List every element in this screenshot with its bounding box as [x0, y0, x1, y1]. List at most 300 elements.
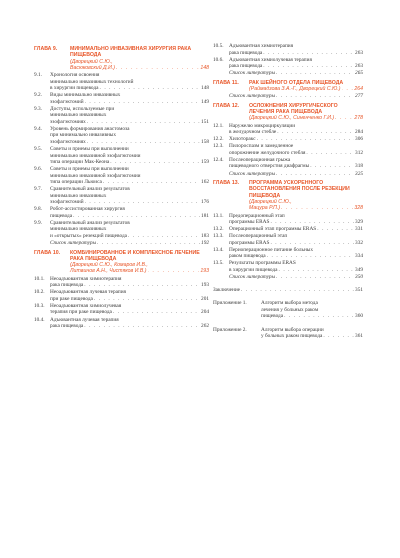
references-entry — [213, 274, 363, 281]
toc-line: Уровень формирования анастомоза — [50, 125, 130, 132]
dot-leader — [241, 287, 354, 294]
section-entry — [34, 317, 209, 330]
dot-leader — [94, 296, 200, 303]
toc-line: лечения у больных раком — [261, 306, 319, 313]
chapter-number: ГЛАВА 12. — [213, 102, 240, 109]
page-number: 278 — [354, 115, 363, 122]
toc-line: Адъювантная химиолучевая терапия — [229, 56, 312, 63]
toc-text: Операционный этап программы ERAS — [229, 226, 317, 233]
section-number — [213, 274, 229, 281]
section-entry — [34, 72, 209, 92]
section-entry — [34, 303, 209, 316]
section-number — [213, 93, 229, 100]
section-number: 9.3. — [34, 105, 42, 112]
chapter-body — [70, 46, 209, 71]
toc-line — [50, 139, 209, 146]
section-body — [50, 72, 209, 92]
toc-line — [229, 240, 363, 247]
chapter-body — [70, 250, 209, 275]
toc-line — [50, 233, 209, 240]
toc-line: Адъювантная лучевая терапия — [50, 316, 119, 323]
section-entry — [34, 106, 209, 126]
dot-leader — [128, 233, 200, 240]
page-number: 361 — [355, 333, 363, 340]
page-number: 181 — [201, 212, 209, 219]
section-number: 9.4. — [34, 125, 42, 132]
dot-leader — [306, 150, 354, 157]
section-body — [229, 57, 363, 70]
toc-text: эзофагэктомиях — [50, 118, 86, 125]
section-number: 9.7. — [34, 186, 42, 193]
section-entry — [213, 226, 363, 233]
chapter-number: ГЛАВА 9. — [34, 46, 58, 52]
toc-line — [261, 333, 363, 340]
section-entry — [34, 92, 209, 105]
section-body — [229, 157, 363, 170]
dot-leader — [276, 171, 354, 178]
toc-line: Результаты программы ERAS — [229, 260, 296, 267]
section-body — [50, 206, 209, 219]
chapter-authors — [249, 205, 363, 211]
section-entry — [34, 186, 209, 206]
page-number: 328 — [354, 205, 363, 212]
toc-line — [50, 199, 209, 206]
section-number: 10.2. — [34, 289, 45, 296]
toc-line — [50, 309, 209, 316]
toc-line: Неоадъювантная химиолучевая — [50, 302, 122, 309]
toc-line — [50, 119, 209, 126]
toc-line: минимально инвазивных технологий — [50, 78, 134, 85]
toc-line: Предоперационный этап — [229, 212, 285, 219]
dot-leader — [270, 219, 354, 226]
toc-line: Послеоперационный этап — [229, 233, 288, 240]
chapter-heading — [213, 103, 363, 122]
section-number: 9.5. — [34, 146, 42, 153]
chapter-authors — [70, 268, 209, 274]
toc-text: и «открытых» резекций пищевода — [50, 232, 127, 239]
references-entry — [34, 240, 209, 247]
dot-leader — [310, 163, 354, 170]
section-number: 10.4. — [34, 316, 45, 323]
page-number: 284 — [355, 129, 363, 136]
toc-line: Советы и приемы при выполнении — [50, 146, 129, 153]
section-entry — [213, 233, 363, 246]
toc-text: раком пищевода — [229, 253, 266, 260]
toc-line: Сравнительный анализ результатов — [50, 186, 130, 193]
page-number: 306 — [355, 136, 363, 143]
toc-text: Список литературы — [229, 170, 276, 177]
section-number: 9.6. — [34, 166, 42, 173]
section-entry — [34, 276, 209, 289]
section-body — [229, 226, 363, 233]
chapter-title: КОМБИНИРОВАННОЕ И КОМПЛЕКСНОЕ ЛЕЧЕНИЕ РАКА ПИЩЕВОДА — [70, 249, 200, 262]
toc-text: типа операции Мак-Кеона — [50, 159, 110, 166]
dot-leader — [84, 282, 200, 289]
toc-line: Алгоритм выбора операции — [261, 326, 324, 333]
dot-leader — [281, 205, 353, 211]
toc-line: Пилороспазм и замедленное — [229, 143, 294, 150]
dot-leader — [85, 99, 201, 106]
toc-line: Алгоритм выбора метода — [261, 300, 318, 307]
section-body — [229, 171, 363, 178]
dot-leader — [276, 70, 354, 77]
chapter-number: ГЛАВА 10. — [34, 249, 61, 256]
dot-leader — [284, 313, 354, 320]
toc-line — [229, 63, 363, 70]
section-number: 9.9. — [34, 219, 42, 226]
toc-line — [50, 296, 209, 303]
section-number: 12.3. — [213, 143, 224, 150]
page-number: 193 — [200, 268, 209, 275]
toc-line — [50, 99, 209, 106]
page-number: 204 — [201, 309, 209, 316]
dot-leader — [148, 268, 200, 274]
section-number: 13.1. — [213, 212, 224, 219]
section-body — [50, 289, 209, 302]
page-number: 265 — [355, 70, 363, 77]
section-body — [50, 146, 209, 166]
page-number: 148 — [201, 85, 209, 92]
chapter-authors: (Дворецкий С.Ю., — [70, 58, 113, 65]
toc-line: Наружелю микроциркуляции — [229, 122, 296, 129]
toc-line — [50, 282, 209, 289]
appendix-entry — [213, 300, 363, 320]
references-entry — [213, 171, 363, 178]
dot-leader — [73, 213, 200, 220]
dot-leader — [270, 240, 354, 247]
section-number: 9.1. — [34, 72, 42, 79]
section-body — [50, 186, 209, 206]
section-entry — [213, 43, 363, 56]
toc-line — [229, 226, 363, 233]
toc-line — [229, 150, 363, 157]
toc-text: Список литературы — [229, 93, 276, 100]
dot-leader — [113, 309, 200, 316]
toc-line: Послеоперационная грыжа — [229, 156, 291, 163]
chapter-heading — [213, 80, 363, 93]
section-entry — [213, 136, 363, 143]
section-body — [229, 213, 363, 226]
section-number: 10.5. — [213, 43, 224, 49]
section-body — [229, 43, 363, 56]
toc-text: типа операции Льюиса — [50, 179, 102, 186]
section-entry — [213, 260, 363, 273]
section-body — [229, 143, 363, 156]
page-number: 158 — [201, 138, 209, 145]
dot-leader — [263, 50, 354, 57]
section-body — [229, 233, 363, 246]
section-entry — [213, 247, 363, 260]
toc-line — [50, 179, 209, 186]
section-number: 12.2. — [213, 136, 224, 143]
toc-text: в желудочном стебле — [229, 129, 277, 136]
section-number — [213, 70, 229, 77]
toc-text: Список литературы — [50, 240, 97, 247]
section-number: 10.6. — [213, 56, 224, 63]
chapter-heading — [34, 46, 209, 71]
page-number: 277 — [355, 93, 363, 100]
chapter-title: МИНИМАЛЬНО ИНВАЗИВНАЯ ХИРУРГИЯ РАКА ПИЩЕВОДА — [70, 46, 192, 59]
chapter-body — [249, 103, 363, 122]
section-body — [50, 126, 209, 146]
toc-text: Литвинов А.Н., Чистяков И.В.) — [70, 268, 147, 275]
section-entry — [34, 220, 209, 240]
page-number: 331 — [355, 226, 363, 233]
section-entry — [213, 123, 363, 136]
dot-leader — [97, 240, 200, 247]
toc-text: Список литературы — [229, 70, 276, 77]
page-number: 350 — [355, 274, 363, 280]
section-entry — [34, 206, 209, 219]
toc-column-right — [213, 43, 363, 341]
section-body — [50, 303, 209, 316]
section-number: 10.1. — [34, 275, 45, 282]
section-number: 13.4. — [213, 246, 224, 253]
chapter-authors: (Дворецкий С.Ю., Комаров И.В., — [70, 262, 148, 269]
toc-text: рака пищевода — [50, 282, 84, 289]
chapter-body — [249, 180, 363, 211]
dot-leader — [85, 199, 201, 206]
section-number: 13.3. — [213, 233, 224, 240]
page-number: 176 — [201, 199, 209, 206]
section-body — [50, 166, 209, 186]
dot-leader — [99, 85, 200, 92]
toc-text: эзофагэктомиях — [50, 138, 86, 145]
dot-leader — [110, 159, 200, 166]
toc-text: у больных раком пищевода — [261, 333, 323, 340]
toc-text: в хирургии пищевода — [229, 266, 278, 273]
toc-line: Неоадъювантная лучевая терапия — [50, 289, 126, 296]
dot-leader — [335, 115, 353, 121]
chapter-authors — [249, 86, 363, 92]
page-number: 318 — [355, 163, 363, 170]
section-body — [229, 70, 363, 77]
dot-leader — [116, 65, 199, 71]
toc-line: Робот-ассистированная хирургия — [50, 206, 125, 213]
toc-line — [229, 136, 363, 143]
dot-leader — [267, 253, 354, 260]
conclusion-entry — [213, 287, 363, 294]
appendix-entry — [213, 327, 363, 340]
toc-line — [229, 219, 363, 226]
section-body — [229, 123, 363, 136]
toc-line: Виды минимально инвазивных — [50, 92, 121, 99]
toc-line: при минимально инвазивных — [50, 132, 116, 139]
section-entry — [34, 166, 209, 186]
section-entry — [213, 57, 363, 70]
toc-line — [229, 171, 363, 178]
toc-line — [229, 253, 363, 260]
appendix-label: Приложение 1. — [213, 300, 247, 307]
toc-text: эзофагэктомий — [50, 98, 84, 105]
toc-line: Сравнительный анализ результатов — [50, 219, 130, 226]
toc-text: программы ERAS — [229, 219, 270, 226]
section-number — [213, 171, 229, 178]
toc-text: пищевода — [50, 212, 73, 219]
chapter-body — [249, 80, 363, 93]
dot-leader — [278, 267, 354, 274]
section-number: 13.5. — [213, 260, 224, 267]
section-body — [50, 276, 209, 289]
references-entry — [213, 93, 363, 100]
page-number: 263 — [355, 49, 363, 56]
toc-line — [213, 287, 363, 294]
page-number: 159 — [201, 159, 209, 166]
toc-line: Периоперационное питание больных — [229, 246, 313, 253]
section-body — [50, 240, 209, 247]
dot-leader — [323, 333, 354, 340]
toc-text: (Дворецкий С.Ю., Синенченко Г.И.) — [249, 115, 335, 122]
section-entry — [34, 289, 209, 302]
toc-text: пищевода — [261, 313, 284, 320]
toc-text: Васюковский Д.И.) — [70, 64, 115, 71]
appendix-body — [261, 300, 363, 320]
toc-line — [50, 323, 209, 330]
toc-line — [229, 267, 363, 274]
chapter-number: ГЛАВА 11. — [213, 79, 239, 86]
dot-leader — [277, 129, 354, 136]
toc-line: Доступы, используемые при — [50, 105, 115, 112]
chapter-number: ГЛАВА 13. — [213, 180, 240, 187]
toc-line: минимально инвазивных — [50, 112, 107, 119]
dot-leader — [257, 136, 354, 143]
toc-line — [261, 313, 363, 320]
dot-leader — [276, 93, 354, 100]
toc-text: программы ERAS — [229, 239, 270, 246]
toc-line — [50, 213, 209, 220]
page-number: 264 — [354, 85, 363, 92]
toc-text: эзофагэктомий — [50, 199, 84, 206]
toc-text: рака пищевода — [229, 63, 263, 70]
section-body — [229, 136, 363, 143]
page-number: 351 — [355, 287, 363, 294]
section-number: 10.3. — [34, 302, 45, 309]
toc-line: минимально инвазивных — [50, 226, 107, 233]
toc-line — [229, 50, 363, 57]
dot-leader — [103, 179, 200, 186]
toc-line — [229, 129, 363, 136]
toc-text: терапия при раке пищевода — [50, 309, 112, 316]
section-entry — [213, 213, 363, 226]
chapter-title: РАК ШЕЙНОГО ОТДЕЛА ПИЩЕВОДА — [249, 79, 344, 86]
toc-line: минимально инвазивных — [50, 192, 107, 199]
toc-text: Хилоторакс — [229, 136, 256, 143]
appendix-body — [261, 327, 363, 340]
section-number: 9.8. — [34, 206, 42, 213]
page-number: 332 — [355, 239, 363, 246]
toc-line: минимально инвазивной эзофагэктомии — [50, 152, 141, 159]
section-body — [213, 287, 363, 294]
toc-line — [229, 163, 363, 170]
toc-line: Неоадъювантная химиотерапия — [50, 275, 122, 282]
toc-line — [50, 159, 209, 166]
page-number: 262 — [201, 323, 209, 329]
section-entry — [34, 146, 209, 166]
section-number: 12.4. — [213, 156, 224, 163]
section-number: 12.1. — [213, 122, 224, 129]
toc-text: рака пищевода — [229, 49, 263, 56]
page-number: 263 — [355, 63, 363, 70]
page-number: 148 — [200, 64, 209, 71]
dot-leader — [87, 139, 200, 146]
page-number: 349 — [355, 266, 363, 273]
appendix-label: Приложение 2. — [213, 326, 247, 333]
toc-line: минимально инвазивной эзофагэктомии — [50, 172, 141, 179]
toc-text: опорожнение желудочного стебля — [229, 149, 306, 156]
page-number: 193 — [201, 282, 209, 289]
references-entry — [213, 70, 363, 77]
chapter-authors: (Дворецкий С.Ю., — [249, 198, 292, 205]
toc-line — [50, 85, 209, 92]
dot-leader — [263, 63, 354, 70]
chapter-authors — [70, 65, 209, 71]
toc-line — [229, 274, 363, 281]
chapter-title: ПРОГРАММА УСКОРЕННОГО ВОССТАНОВЛЕНИЯ ПОСЛЕ РЕЗЕКЦИИ ПИЩЕВОДА — [249, 180, 350, 199]
section-number: 13.2. — [213, 226, 224, 233]
page-number: 149 — [201, 98, 209, 105]
toc-text: Список литературы — [229, 274, 276, 280]
section-body — [50, 317, 209, 330]
toc-text: рака пищевода — [50, 323, 84, 329]
dot-leader — [276, 274, 354, 281]
section-body — [50, 106, 209, 126]
toc-line — [229, 70, 363, 77]
toc-text: в хирургии пищевода — [50, 85, 99, 92]
toc-line — [50, 240, 209, 247]
toc-line — [229, 93, 363, 100]
page-number: 201 — [201, 295, 209, 302]
chapter-heading — [34, 250, 209, 275]
page-number: 334 — [355, 253, 363, 260]
page-number: 312 — [355, 149, 363, 156]
page-number: 162 — [201, 179, 209, 186]
section-body — [229, 260, 363, 273]
section-entry — [34, 126, 209, 146]
toc-text: Мацура Р.П.) — [249, 205, 281, 212]
dot-leader — [317, 226, 354, 233]
section-number — [34, 240, 50, 247]
section-body — [229, 247, 363, 260]
toc-text: при раке пищевода — [50, 295, 93, 302]
section-body — [50, 92, 209, 105]
toc-column-left — [34, 43, 209, 330]
dot-leader — [84, 323, 200, 330]
dot-leader — [87, 119, 200, 126]
page-number: 360 — [355, 313, 363, 320]
section-body — [50, 220, 209, 240]
toc-line: Адъювантная химиотерапия — [229, 43, 294, 49]
page-number: 192 — [201, 240, 209, 247]
chapter-authors — [249, 115, 363, 121]
chapter-title: ОСЛОЖНЕНИЯ ХИРУРГИЧЕСКОГО ЛЕЧЕНИЯ РАКА ПИЩЕВОДА — [249, 102, 338, 116]
dot-leader — [342, 86, 354, 92]
page-number: 329 — [355, 219, 363, 226]
toc-text: (Раймадзова З.А.-Г., Дворецкий С.Ю.) — [249, 85, 341, 92]
toc-text: пищеводного отверстия диафрагмы — [229, 163, 310, 170]
section-entry — [213, 157, 363, 170]
chapter-heading — [213, 180, 363, 211]
section-body — [229, 274, 363, 281]
section-number: 9.2. — [34, 92, 42, 99]
page-number: 151 — [201, 118, 209, 125]
toc-line: Хронология освоения — [50, 72, 100, 79]
toc-text: Заключение — [213, 287, 241, 294]
section-entry — [213, 143, 363, 156]
section-body — [229, 93, 363, 100]
page-number: 325 — [355, 170, 363, 177]
toc-line: Советы и приемы при выполнении — [50, 166, 129, 173]
page-number: 183 — [201, 232, 209, 239]
